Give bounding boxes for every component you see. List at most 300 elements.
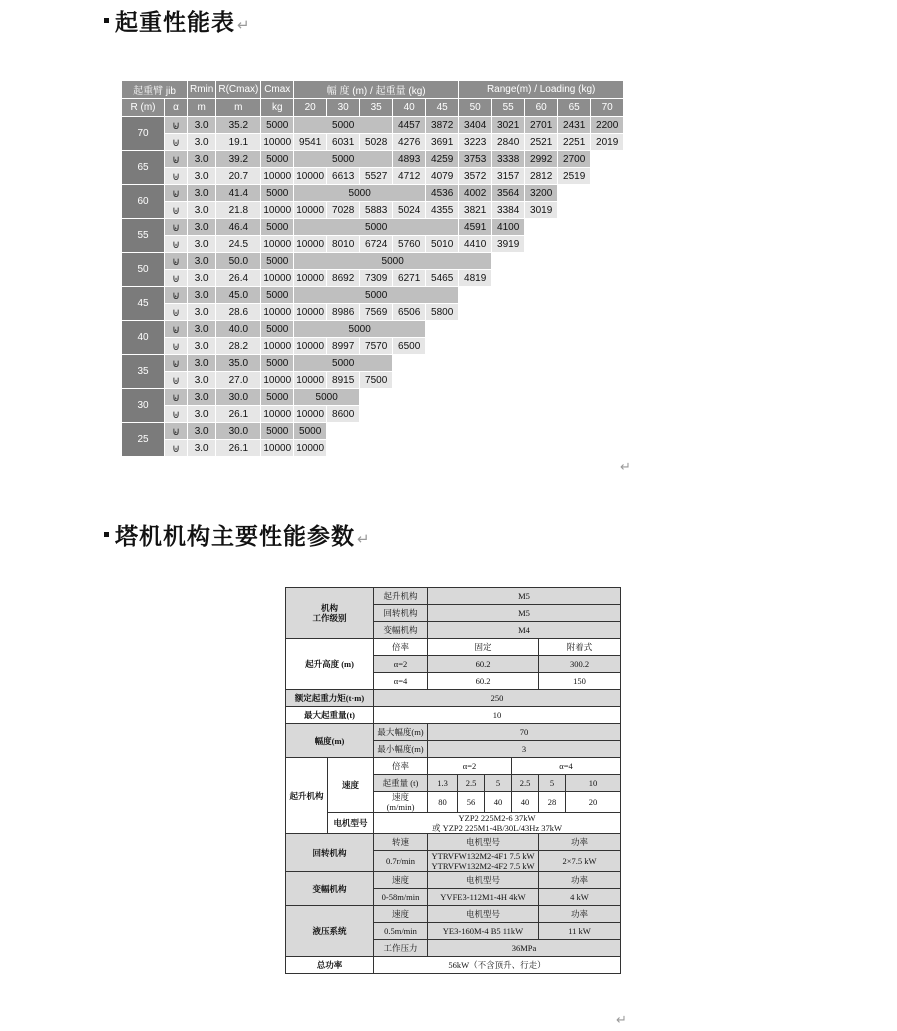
empty-cell	[591, 389, 624, 406]
header-cell: kg	[261, 99, 294, 117]
value: 2×7.5 kW	[539, 851, 621, 872]
cell-rcmax: 26.1	[216, 406, 261, 423]
value: 56kW（不含顶升、行走）	[374, 957, 621, 974]
cell-rcmax: 28.2	[216, 338, 261, 355]
cell-load: 5000	[294, 423, 327, 440]
value: 4 kW	[539, 889, 621, 906]
cell-rcmax: 39.2	[216, 151, 261, 168]
double-fall-hook-icon: ⊎	[165, 270, 188, 287]
cell-load: 6506	[393, 304, 426, 321]
table-row	[122, 168, 624, 185]
paragraph-mark-icon: ↵	[237, 16, 251, 34]
value: 2.5	[458, 775, 485, 792]
empty-cell	[459, 321, 492, 338]
cell-load: 4712	[393, 168, 426, 185]
value: 0.7r/min	[374, 851, 428, 872]
single-fall-hook-icon: ⊌	[165, 151, 188, 168]
header-cell: 20	[294, 99, 327, 117]
cell-load: 7500	[360, 372, 393, 389]
table-row	[122, 389, 624, 406]
value: 2.5	[512, 775, 539, 792]
value: YZP2 225M2-6 37kW 或 YZP2 225M1-4B/30L/43Hz 37kW	[374, 813, 621, 834]
empty-cell	[492, 406, 525, 423]
label-max-load: 最大起重量(t)	[286, 707, 374, 724]
value: 10	[566, 775, 621, 792]
cell-cmax: 10000	[261, 372, 294, 389]
paragraph-mark-icon: ↵	[616, 1013, 627, 1028]
empty-cell	[426, 440, 459, 457]
cell-load: 2700	[558, 151, 591, 168]
cell-load: 8692	[327, 270, 360, 287]
cell-rmin: 3.0	[188, 406, 216, 423]
empty-cell	[525, 219, 558, 236]
cell-cmax: 5000	[261, 253, 294, 270]
empty-cell	[558, 355, 591, 372]
cell-rmin: 3.0	[188, 304, 216, 321]
empty-cell	[492, 372, 525, 389]
cell-load: 4591	[459, 219, 492, 236]
empty-cell	[591, 287, 624, 304]
table-row	[122, 151, 624, 168]
cell-load: 5800	[426, 304, 459, 321]
value: 300.2	[539, 656, 621, 673]
cell-cmax: 10000	[261, 270, 294, 287]
empty-cell	[525, 406, 558, 423]
value: M4	[428, 622, 621, 639]
cell-rmin: 3.0	[188, 168, 216, 185]
cell-load: 3564	[492, 185, 525, 202]
load-table	[121, 80, 624, 457]
cell-rcmax: 26.4	[216, 270, 261, 287]
jib-length: 55	[122, 219, 165, 253]
value: 电机型号	[428, 872, 539, 889]
value: 70	[428, 724, 621, 741]
heading-text: 塔机机构主要性能参数	[115, 524, 355, 550]
empty-cell	[492, 389, 525, 406]
value: 附着式	[539, 639, 621, 656]
cell-load: 5010	[426, 236, 459, 253]
sub-label: 起重量 (t)	[374, 775, 428, 792]
empty-cell	[327, 423, 360, 440]
cell-rcmax: 26.1	[216, 440, 261, 457]
cell-rcmax: 27.0	[216, 372, 261, 389]
sub-label: 倍率	[374, 758, 428, 775]
cell-load: 2521	[525, 134, 558, 151]
value: 5	[485, 775, 512, 792]
empty-cell	[393, 389, 426, 406]
value: α=2	[428, 758, 512, 775]
empty-cell	[360, 440, 393, 457]
cell-load: 5000	[294, 185, 426, 202]
cell-load: 5000	[294, 117, 393, 134]
label-speed: 速度	[328, 758, 374, 813]
cell-load: 4536	[426, 185, 459, 202]
cell-load: 5883	[360, 202, 393, 219]
spec-row	[286, 690, 621, 707]
value: M5	[428, 588, 621, 605]
jib-length: 70	[122, 117, 165, 151]
value: 36MPa	[428, 940, 621, 957]
heading-text: 起重性能表	[115, 10, 235, 36]
empty-cell	[558, 321, 591, 338]
header-rcmax: R(Cmax)	[216, 81, 261, 99]
empty-cell	[558, 287, 591, 304]
header-cell: 45	[426, 99, 459, 117]
sub-label: 起升机构	[374, 588, 428, 605]
cell-load: 5000	[294, 389, 360, 406]
cell-cmax: 5000	[261, 185, 294, 202]
table-row	[122, 304, 624, 321]
cell-load: 3753	[459, 151, 492, 168]
cell-load: 4002	[459, 185, 492, 202]
empty-cell	[459, 304, 492, 321]
value: 20	[566, 792, 621, 813]
label-range: 幅度(m)	[286, 724, 374, 758]
empty-cell	[360, 389, 393, 406]
double-fall-hook-icon: ⊎	[165, 440, 188, 457]
cell-cmax: 10000	[261, 168, 294, 185]
table-row	[122, 236, 624, 253]
spec-row	[286, 724, 621, 741]
cell-rcmax: 46.4	[216, 219, 261, 236]
spec-row	[286, 834, 621, 851]
header-cell: 30	[327, 99, 360, 117]
value: 0.5m/min	[374, 923, 428, 940]
cell-load: 3872	[426, 117, 459, 134]
empty-cell	[525, 270, 558, 287]
table-row	[122, 287, 624, 304]
empty-cell	[459, 372, 492, 389]
header-cell: m	[188, 99, 216, 117]
empty-cell	[591, 372, 624, 389]
jib-length: 40	[122, 321, 165, 355]
empty-cell	[426, 406, 459, 423]
cell-load: 2019	[591, 134, 624, 151]
cell-cmax: 10000	[261, 236, 294, 253]
cell-cmax: 5000	[261, 389, 294, 406]
spec-row	[286, 588, 621, 605]
empty-cell	[591, 185, 624, 202]
jib-length: 25	[122, 423, 165, 457]
value: 40	[485, 792, 512, 813]
single-fall-hook-icon: ⊌	[165, 321, 188, 338]
value: 固定	[428, 639, 539, 656]
cell-load: 10000	[294, 236, 327, 253]
cell-load: 3338	[492, 151, 525, 168]
header-range-cn: 幅 度 (m) / 起重量 (kg)	[294, 81, 459, 99]
cell-load: 4410	[459, 236, 492, 253]
empty-cell	[492, 423, 525, 440]
single-fall-hook-icon: ⊌	[165, 389, 188, 406]
empty-cell	[525, 423, 558, 440]
single-fall-hook-icon: ⊌	[165, 185, 188, 202]
cell-load: 3691	[426, 134, 459, 151]
empty-cell	[558, 440, 591, 457]
table-row	[122, 440, 624, 457]
sub-label: 速度	[374, 872, 428, 889]
empty-cell	[558, 304, 591, 321]
single-fall-hook-icon: ⊌	[165, 287, 188, 304]
cell-load: 4457	[393, 117, 426, 134]
cell-rmin: 3.0	[188, 423, 216, 440]
empty-cell	[558, 338, 591, 355]
empty-cell	[525, 372, 558, 389]
cell-load: 10000	[294, 168, 327, 185]
cell-load: 4100	[492, 219, 525, 236]
table-row	[122, 253, 624, 270]
value: 电机型号	[428, 906, 539, 923]
cell-load: 8986	[327, 304, 360, 321]
empty-cell	[591, 355, 624, 372]
cell-load: 10000	[294, 372, 327, 389]
cell-load: 2519	[558, 168, 591, 185]
empty-cell	[591, 168, 624, 185]
jib-length: 60	[122, 185, 165, 219]
cell-rcmax: 40.0	[216, 321, 261, 338]
empty-cell	[492, 253, 525, 270]
value: 0-58m/min	[374, 889, 428, 906]
cell-rcmax: 21.8	[216, 202, 261, 219]
empty-cell	[459, 338, 492, 355]
cell-load: 6031	[327, 134, 360, 151]
spec-row	[286, 872, 621, 889]
cell-rmin: 3.0	[188, 338, 216, 355]
heading-load-chart	[104, 4, 251, 37]
empty-cell	[558, 270, 591, 287]
spec-row	[286, 707, 621, 724]
label-motor: 电机型号	[328, 813, 374, 834]
single-fall-hook-icon: ⊌	[165, 117, 188, 134]
double-fall-hook-icon: ⊎	[165, 202, 188, 219]
cell-load: 5000	[294, 151, 393, 168]
value: 56	[458, 792, 485, 813]
header-cell: 70	[591, 99, 624, 117]
cell-cmax: 5000	[261, 117, 294, 134]
empty-cell	[459, 389, 492, 406]
label-rated-moment: 额定起重力矩(t·m)	[286, 690, 374, 707]
cell-cmax: 10000	[261, 440, 294, 457]
header-jib: 起重臂 jib	[122, 81, 188, 99]
empty-cell	[591, 253, 624, 270]
empty-cell	[393, 355, 426, 372]
cell-load: 4819	[459, 270, 492, 287]
empty-cell	[492, 338, 525, 355]
header-cell: m	[216, 99, 261, 117]
cell-load: 7309	[360, 270, 393, 287]
cell-rcmax: 45.0	[216, 287, 261, 304]
sub-label: 回转机构	[374, 605, 428, 622]
cell-load: 3384	[492, 202, 525, 219]
cell-load: 10000	[294, 270, 327, 287]
single-fall-hook-icon: ⊌	[165, 253, 188, 270]
value: 5	[539, 775, 566, 792]
empty-cell	[558, 185, 591, 202]
empty-cell	[426, 389, 459, 406]
header-cell: R (m)	[122, 99, 165, 117]
jib-length: 30	[122, 389, 165, 423]
table-row	[122, 219, 624, 236]
cell-rmin: 3.0	[188, 151, 216, 168]
empty-cell	[459, 423, 492, 440]
table-row	[122, 372, 624, 389]
empty-cell	[591, 270, 624, 287]
double-fall-hook-icon: ⊎	[165, 406, 188, 423]
cell-load: 4276	[393, 134, 426, 151]
value: 3	[428, 741, 621, 758]
cell-cmax: 10000	[261, 134, 294, 151]
empty-cell	[558, 219, 591, 236]
empty-cell	[591, 202, 624, 219]
spec-row	[286, 906, 621, 923]
table-row	[122, 338, 624, 355]
label-trolley: 变幅机构	[286, 872, 374, 906]
cell-rmin: 3.0	[188, 236, 216, 253]
cell-rmin: 3.0	[188, 372, 216, 389]
table-row	[122, 270, 624, 287]
cell-load: 2992	[525, 151, 558, 168]
empty-cell	[525, 236, 558, 253]
header-cell: 40	[393, 99, 426, 117]
paragraph-mark-icon: ↵	[620, 460, 631, 475]
header-row	[122, 81, 624, 99]
cell-rmin: 3.0	[188, 440, 216, 457]
empty-cell	[558, 253, 591, 270]
empty-cell	[558, 406, 591, 423]
cell-cmax: 5000	[261, 287, 294, 304]
cell-load: 3821	[459, 202, 492, 219]
double-fall-hook-icon: ⊎	[165, 338, 188, 355]
label-hoist: 起升机构	[286, 758, 328, 834]
empty-cell	[492, 321, 525, 338]
single-fall-hook-icon: ⊌	[165, 355, 188, 372]
cell-load: 7570	[360, 338, 393, 355]
cell-cmax: 10000	[261, 406, 294, 423]
empty-cell	[360, 406, 393, 423]
label-hydraulic: 液压系统	[286, 906, 374, 957]
cell-rcmax: 35.2	[216, 117, 261, 134]
cell-load: 5024	[393, 202, 426, 219]
cell-rcmax: 35.0	[216, 355, 261, 372]
value: 150	[539, 673, 621, 690]
value: 功率	[539, 834, 621, 851]
cell-rcmax: 24.5	[216, 236, 261, 253]
spec-table	[285, 587, 621, 974]
value: α=4	[512, 758, 621, 775]
empty-cell	[426, 355, 459, 372]
header-cell: 60	[525, 99, 558, 117]
value: M5	[428, 605, 621, 622]
empty-cell	[591, 440, 624, 457]
cell-rmin: 3.0	[188, 253, 216, 270]
cell-load: 3223	[459, 134, 492, 151]
cell-load: 5000	[294, 287, 459, 304]
cell-load: 2812	[525, 168, 558, 185]
table-row	[122, 406, 624, 423]
header-row	[122, 99, 624, 117]
empty-cell	[525, 253, 558, 270]
cell-load: 3572	[459, 168, 492, 185]
empty-cell	[492, 355, 525, 372]
cell-load: 4079	[426, 168, 459, 185]
value: YTRVFW132M2-4F1 7.5 kW YTRVFW132M2-4F2 7.5 kW	[428, 851, 539, 872]
empty-cell	[426, 423, 459, 440]
value: 功率	[539, 872, 621, 889]
cell-load: 5760	[393, 236, 426, 253]
cell-load: 4355	[426, 202, 459, 219]
empty-cell	[591, 304, 624, 321]
empty-cell	[426, 321, 459, 338]
table-row	[122, 423, 624, 440]
value: 功率	[539, 906, 621, 923]
table-row	[122, 134, 624, 151]
header-range-en: Range(m) / Loading (kg)	[459, 81, 624, 99]
empty-cell	[492, 304, 525, 321]
sub-label: 速度 (m/min)	[374, 792, 428, 813]
cell-load: 6724	[360, 236, 393, 253]
empty-cell	[558, 202, 591, 219]
value: 10	[374, 707, 621, 724]
sub-label: 速度	[374, 906, 428, 923]
sub-label: 转速	[374, 834, 428, 851]
empty-cell	[591, 338, 624, 355]
empty-cell	[393, 423, 426, 440]
value: 80	[428, 792, 458, 813]
cell-cmax: 5000	[261, 151, 294, 168]
jib-length: 65	[122, 151, 165, 185]
cell-load: 3157	[492, 168, 525, 185]
cell-rmin: 3.0	[188, 270, 216, 287]
cell-load: 10000	[294, 338, 327, 355]
empty-cell	[558, 423, 591, 440]
spec-row	[286, 758, 621, 775]
cell-rcmax: 28.6	[216, 304, 261, 321]
empty-cell	[459, 287, 492, 304]
empty-cell	[459, 355, 492, 372]
header-cell: 55	[492, 99, 525, 117]
cell-rcmax: 41.4	[216, 185, 261, 202]
cell-load: 2701	[525, 117, 558, 134]
cell-load: 5000	[294, 321, 426, 338]
cell-load: 5000	[294, 355, 393, 372]
cell-cmax: 10000	[261, 202, 294, 219]
cell-cmax: 10000	[261, 338, 294, 355]
cell-rcmax: 50.0	[216, 253, 261, 270]
spec-row	[286, 957, 621, 974]
cell-load: 3919	[492, 236, 525, 253]
empty-cell	[492, 270, 525, 287]
empty-cell	[459, 440, 492, 457]
cell-rcmax: 30.0	[216, 423, 261, 440]
value: 40	[512, 792, 539, 813]
empty-cell	[558, 236, 591, 253]
sub-label: α=2	[374, 656, 428, 673]
heading-specs	[104, 518, 371, 551]
empty-cell	[393, 406, 426, 423]
empty-cell	[426, 372, 459, 389]
value: 60.2	[428, 673, 539, 690]
empty-cell	[426, 338, 459, 355]
cell-rcmax: 19.1	[216, 134, 261, 151]
cell-rmin: 3.0	[188, 117, 216, 134]
cell-rmin: 3.0	[188, 185, 216, 202]
header-rmin: Rmin	[188, 81, 216, 99]
cell-load: 8997	[327, 338, 360, 355]
cell-load: 3404	[459, 117, 492, 134]
cell-load: 2840	[492, 134, 525, 151]
cell-load: 5527	[360, 168, 393, 185]
jib-length: 50	[122, 253, 165, 287]
jib-length: 35	[122, 355, 165, 389]
